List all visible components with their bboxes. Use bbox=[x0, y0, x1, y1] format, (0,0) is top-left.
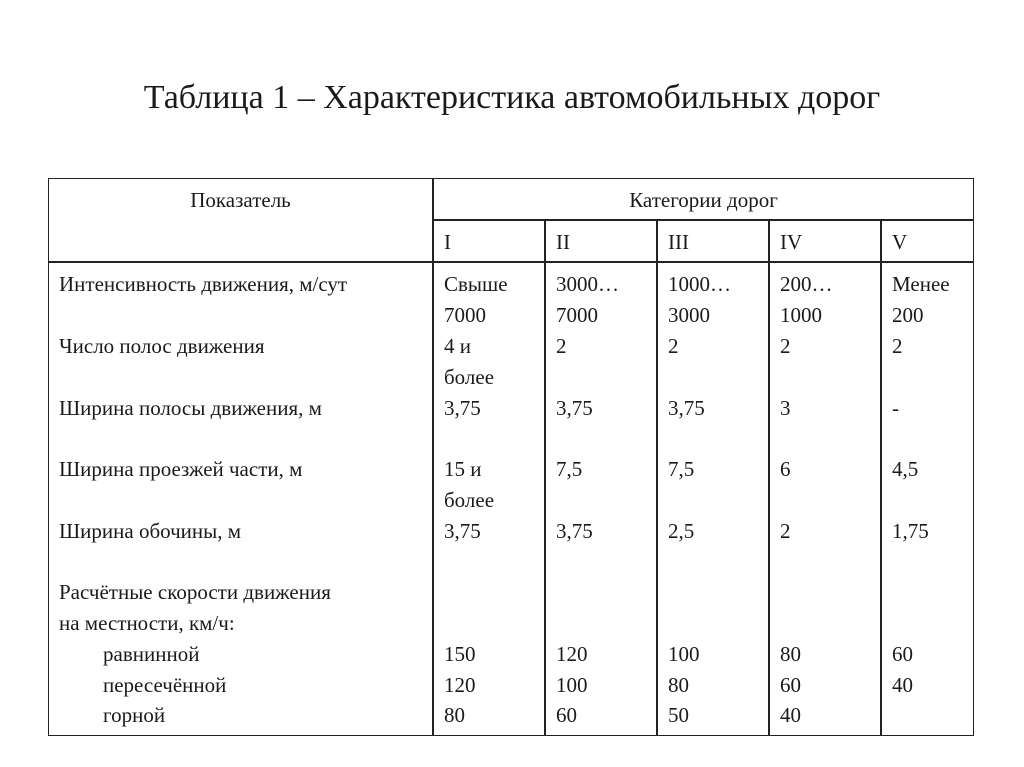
row-label-flat-terrain: равнинной bbox=[103, 642, 200, 666]
header-categories: Категории дорог bbox=[629, 188, 778, 212]
table-cell: 2 bbox=[892, 334, 903, 358]
table-cell: 200… bbox=[780, 272, 833, 296]
table-cell: 7000 bbox=[556, 303, 598, 327]
table-cell: 3000 bbox=[668, 303, 710, 327]
table-cell: 80 bbox=[780, 642, 801, 666]
table-divider bbox=[49, 261, 973, 263]
table-divider bbox=[544, 219, 546, 735]
table-cell: 4 и bbox=[444, 334, 471, 358]
row-label-shoulder-width: Ширина обочины, м bbox=[59, 519, 242, 543]
road-characteristics-table bbox=[48, 178, 974, 736]
table-cell: 60 bbox=[892, 642, 913, 666]
row-label-design-speed-cont: на местности, км/ч: bbox=[59, 611, 235, 635]
table-cell: 1000… bbox=[668, 272, 731, 296]
column-header-ii: II bbox=[556, 230, 570, 254]
column-header-v: V bbox=[892, 230, 908, 254]
table-cell: 80 bbox=[668, 673, 689, 697]
table-cell: 3,75 bbox=[444, 519, 481, 543]
table-cell: 7,5 bbox=[668, 457, 695, 481]
table-cell: 120 bbox=[556, 642, 588, 666]
table-divider bbox=[432, 219, 973, 221]
table-cell: 50 bbox=[668, 703, 689, 727]
column-header-i: I bbox=[444, 230, 451, 254]
row-label-rolling-terrain: пересечённой bbox=[103, 673, 227, 697]
table-cell: 60 bbox=[780, 673, 801, 697]
table-cell: 120 bbox=[444, 673, 476, 697]
table-cell: 100 bbox=[668, 642, 700, 666]
table-cell: 6 bbox=[780, 457, 791, 481]
table-cell: 60 bbox=[556, 703, 577, 727]
table-cell: 40 bbox=[892, 673, 913, 697]
table-cell: - bbox=[892, 396, 899, 420]
table-cell: 3,75 bbox=[444, 396, 481, 420]
table-cell: 2,5 bbox=[668, 519, 695, 543]
table-cell: 100 bbox=[556, 673, 588, 697]
table-cell: 7000 bbox=[444, 303, 486, 327]
row-label-mountain-terrain: горной bbox=[103, 703, 166, 727]
column-header-iv: IV bbox=[780, 230, 803, 254]
table-cell: 80 bbox=[444, 703, 465, 727]
table-cell: 2 bbox=[556, 334, 567, 358]
table-cell: 3 bbox=[780, 396, 791, 420]
column-header-iii: III bbox=[668, 230, 689, 254]
table-divider bbox=[768, 219, 770, 735]
table-cell: 40 bbox=[780, 703, 801, 727]
table-cell: 150 bbox=[444, 642, 476, 666]
table-cell: 3,75 bbox=[556, 396, 593, 420]
table-cell: Свыше bbox=[444, 272, 508, 296]
table-cell: 15 и bbox=[444, 457, 482, 481]
table-cell: 200 bbox=[892, 303, 924, 327]
row-label-carriageway-width: Ширина проезжей части, м bbox=[59, 457, 303, 481]
page-title: Таблица 1 – Характеристика автомобильных дорог bbox=[143, 79, 881, 116]
header-indicator: Показатель bbox=[190, 188, 291, 212]
table-cell: 4,5 bbox=[892, 457, 919, 481]
table-cell: более bbox=[444, 365, 495, 389]
table-cell: 2 bbox=[668, 334, 679, 358]
table-cell: 2 bbox=[780, 334, 791, 358]
table-cell: 3000… bbox=[556, 272, 619, 296]
table-cell: 3,75 bbox=[668, 396, 705, 420]
table-divider bbox=[656, 219, 658, 735]
table-cell: более bbox=[444, 488, 495, 512]
row-label-design-speed: Расчётные скорости движения bbox=[59, 580, 331, 604]
row-label-intensity: Интенсивность движения, м/сут bbox=[59, 272, 348, 296]
table-cell: 1,75 bbox=[892, 519, 929, 543]
table-cell: Менее bbox=[892, 272, 950, 296]
row-label-lanes: Число полос движения bbox=[59, 334, 265, 358]
row-label-lane-width: Ширина полосы движения, м bbox=[59, 396, 322, 420]
table-divider bbox=[880, 219, 882, 735]
table-cell: 2 bbox=[780, 519, 791, 543]
table-cell: 7,5 bbox=[556, 457, 583, 481]
table-cell: 3,75 bbox=[556, 519, 593, 543]
table-cell: 1000 bbox=[780, 303, 822, 327]
